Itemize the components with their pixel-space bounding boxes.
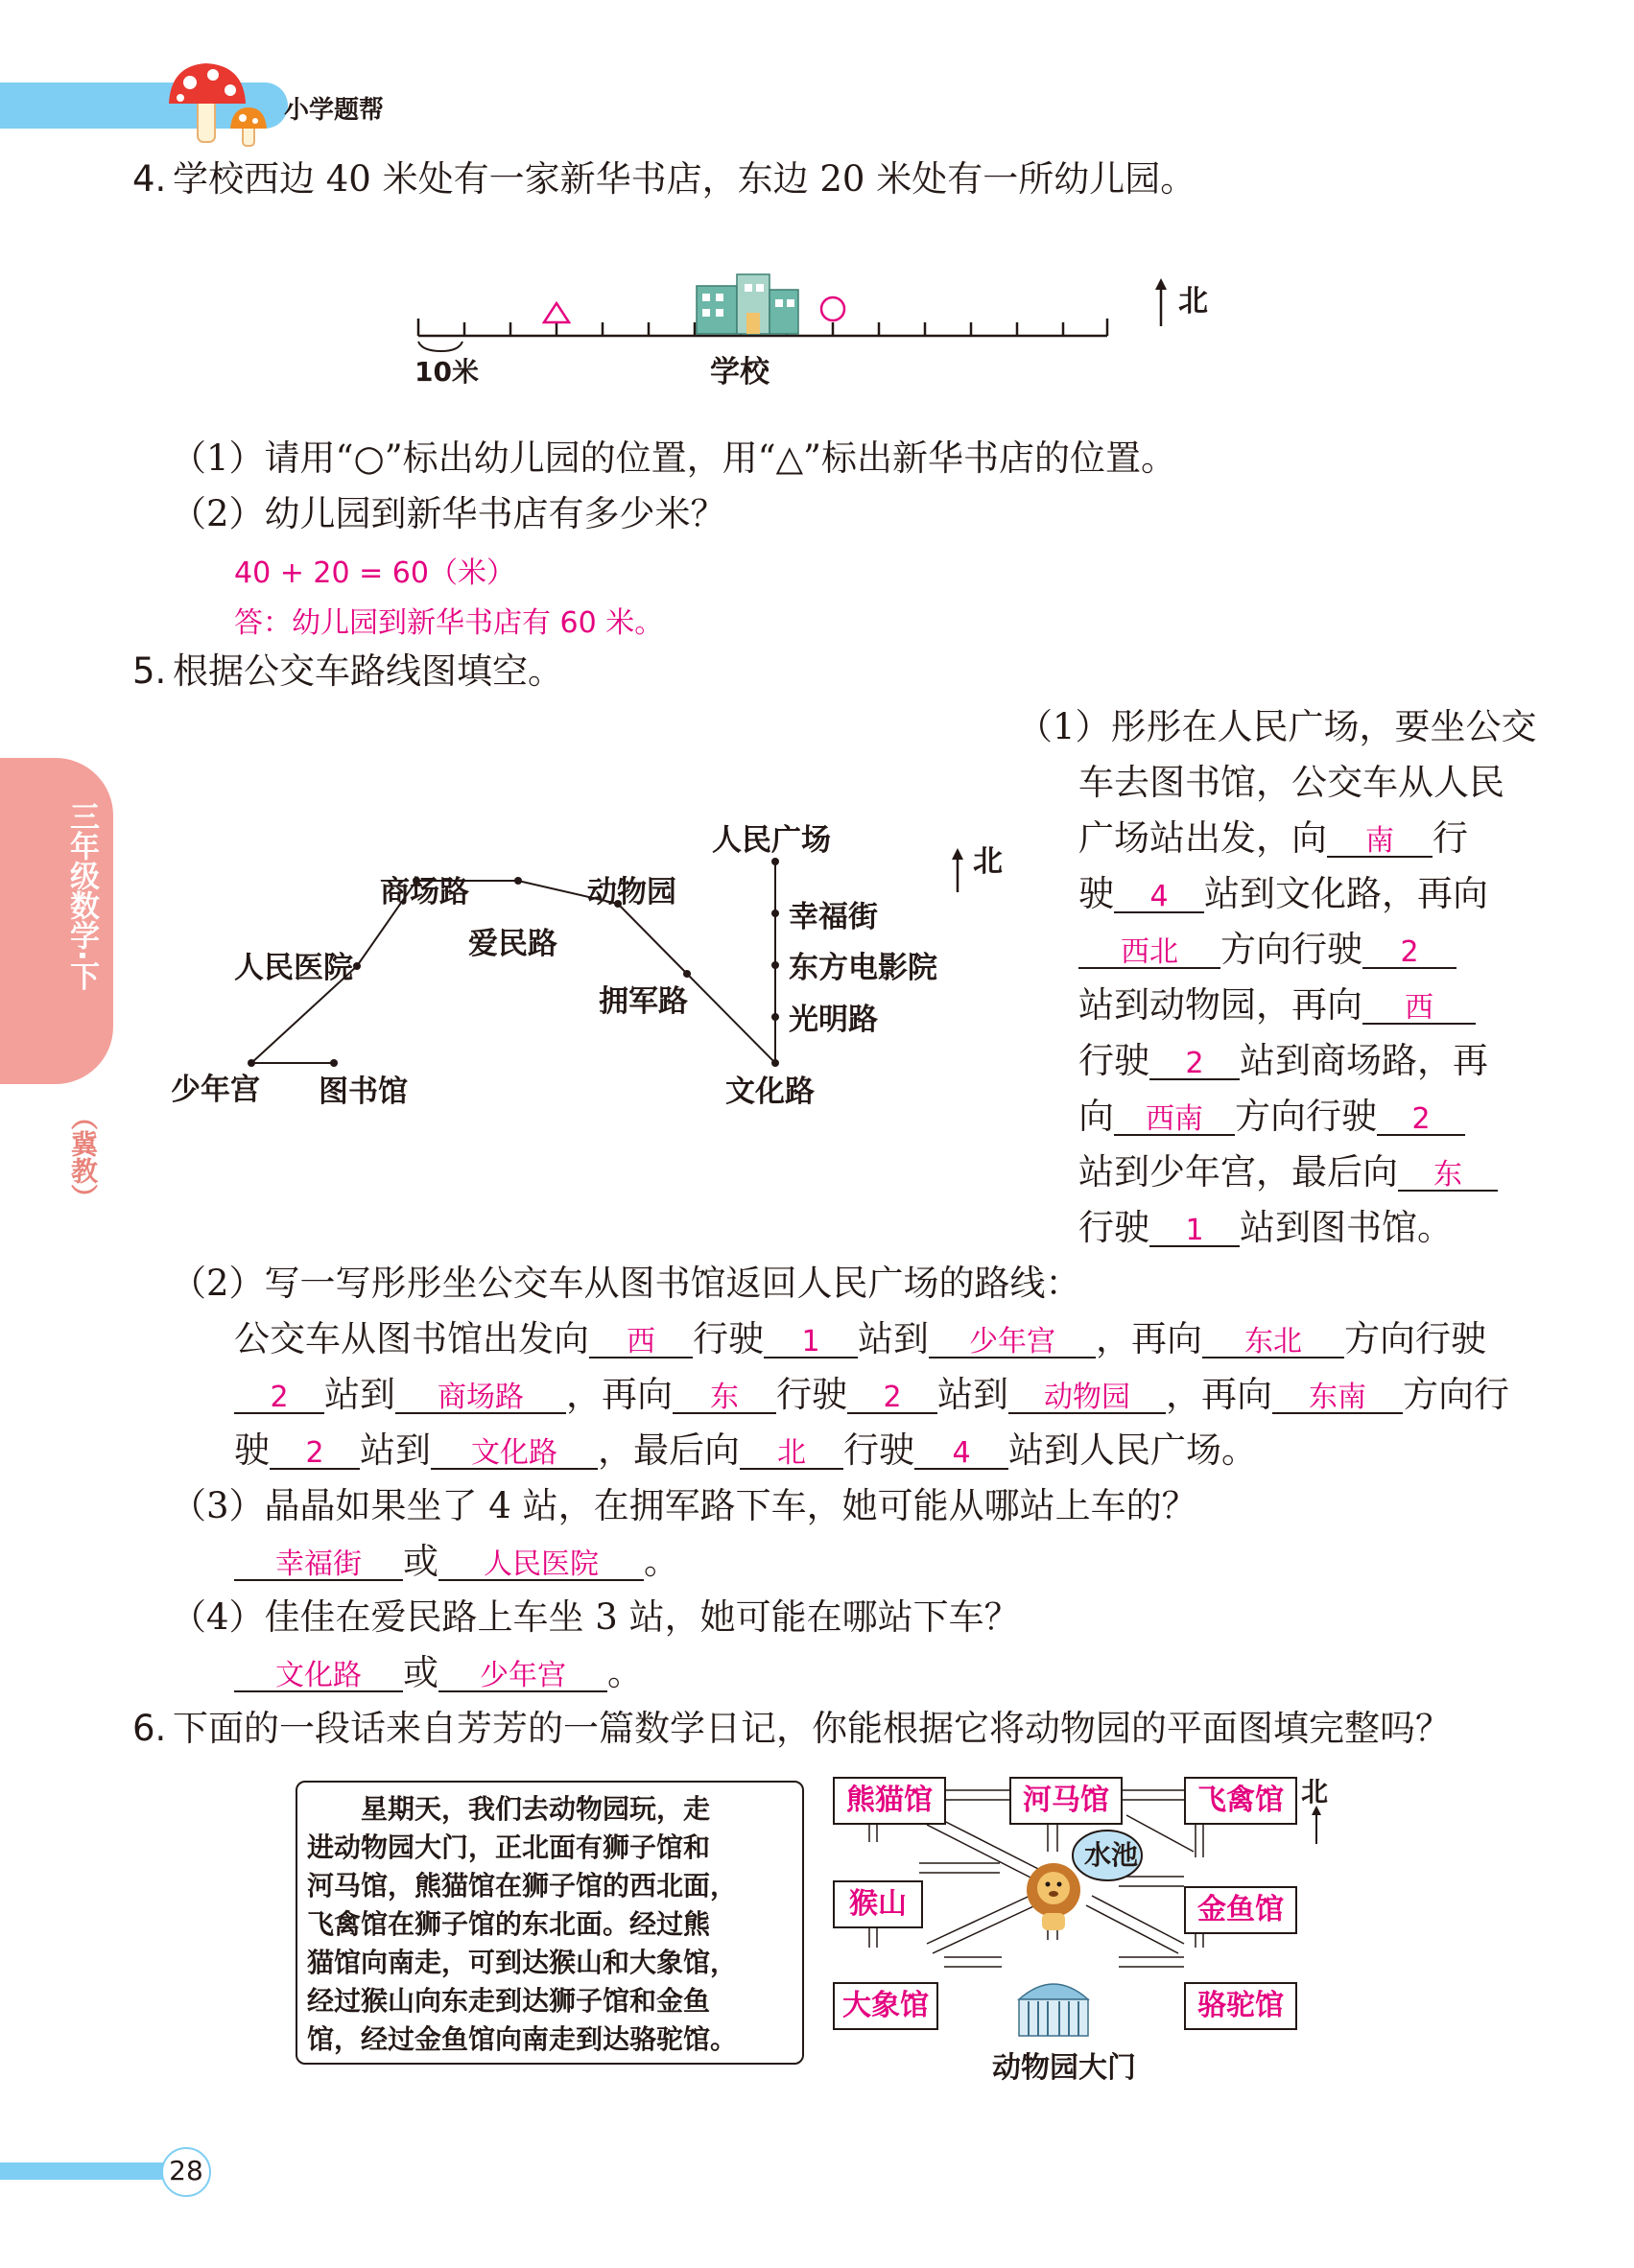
zoo-gate-icon — [1019, 1984, 1088, 2036]
kindergarten-circle-icon — [821, 297, 844, 320]
q5-p2-line3: 驶 2 站到 文化路 ，最后向 北 行驶 4 站到人民广场。 — [234, 1429, 1257, 1471]
station-shaonian-gong: 少年宫 — [171, 1073, 260, 1107]
q4-part2: （2）幼儿园到新华书店有多少米？ — [171, 493, 726, 534]
q5-p1-line2: 车去图书馆，公交车从人民 — [1078, 762, 1504, 803]
diary-box — [296, 1781, 804, 2065]
q5-p4-answer-line: 文化路 或 少年宫 。 — [234, 1652, 643, 1694]
q5-p1-line9: 站到少年宫，最后向 东 — [1078, 1151, 1498, 1193]
q5-p2-line2: 2 站到 商场路 ，再向 东 行驶 2 站到 动物园 ，再向 东南 方向行 — [234, 1374, 1509, 1416]
answer-blank: 1 — [1185, 1214, 1204, 1247]
answer-blank: 2 — [305, 1436, 324, 1470]
answer-blank: 动物园 — [1044, 1381, 1130, 1414]
answer-blank: 西 — [1405, 991, 1433, 1025]
q4-answer-calc: 40 + 20 = 60（米） — [234, 556, 515, 590]
page-number: 28 — [169, 2155, 203, 2186]
diary-line: 飞禽馆在狮子馆的东北面。经过熊 — [307, 1908, 711, 1940]
school-building-icon — [697, 274, 798, 334]
station-xingfu-jie: 幸福街 — [789, 900, 878, 934]
answer-blank: 少年宫 — [480, 1659, 566, 1692]
answer-blank: 北 — [777, 1436, 806, 1470]
station-renmin-guangchang: 人民广场 — [712, 823, 831, 858]
pond-label: 水池 — [1084, 1839, 1139, 1871]
station-guangming-lu: 光明路 — [789, 1003, 878, 1037]
diary-line: 猫馆向南走，可到达猴山和大象馆， — [307, 1947, 738, 1978]
zoo-box-birds: 飞禽馆 — [1184, 1777, 1297, 1825]
answer-blank: 东 — [1433, 1158, 1462, 1192]
q5-north-label: 北 — [973, 844, 1003, 879]
q5-p1-line8: 向 西南 方向行驶 2 — [1078, 1096, 1465, 1138]
answer-blank: 4 — [952, 1436, 971, 1470]
answer-blank: 幸福街 — [275, 1547, 362, 1581]
answer-blank: 2 — [1400, 935, 1419, 969]
answer-blank: 文化路 — [275, 1659, 362, 1692]
zoo-gate-label: 动物园大门 — [992, 2051, 1136, 2085]
answer-blank: 西 — [627, 1325, 655, 1358]
answer-blank: 文化路 — [471, 1436, 557, 1470]
mushroom-logo-icon — [152, 58, 276, 149]
diary-line: 星期天，我们去动物园玩，走 — [361, 1793, 711, 1825]
diary-line: 馆，经过金鱼馆向南走到达骆驼馆。 — [307, 2023, 738, 2055]
q5-p1-line6: 站到动物园，再向 西 — [1078, 984, 1476, 1027]
station-tushuguan: 图书馆 — [319, 1075, 408, 1109]
answer-blank: 2 — [1411, 1102, 1431, 1136]
answer-blank: 东南 — [1309, 1381, 1366, 1414]
q5-p3-answer-line: 幸福街 或 人民医院 。 — [234, 1541, 679, 1583]
q4-scale-label: 10米 — [414, 356, 479, 388]
q5-p1-line1: （1）彤彤在人民广场，要坐公交 — [1017, 706, 1537, 747]
q5-p1-line4: 驶 4 站到文化路，再向 — [1078, 873, 1488, 914]
answer-blank: 2 — [883, 1381, 902, 1414]
zoo-box-panda: 熊猫馆 — [833, 1777, 946, 1825]
station-renmin-yiyuan: 人民医院 — [234, 951, 353, 985]
zoo-box-hippo: 河马馆 — [1009, 1777, 1123, 1825]
zoo-north-label: 北 — [1301, 1776, 1329, 1807]
lion-icon — [1027, 1863, 1080, 1930]
answer-blank: 2 — [270, 1381, 289, 1414]
side-tab-grade: 三年级数学·下 — [64, 801, 99, 991]
q4-north-label: 北 — [1178, 284, 1208, 319]
page-number-badge — [161, 2147, 211, 2197]
station-wenhua-lu: 文化路 — [725, 1075, 815, 1109]
station-dongwuyuan: 动物园 — [587, 875, 676, 910]
q4-stem: 学校西边 40 米处有一家新华书店，东边 20 米处有一所幼儿园。 — [173, 158, 1196, 200]
side-tab-edition: （冀教） — [67, 1103, 99, 1211]
q5-p1-line7: 行驶 2 站到商场路，再 — [1078, 1040, 1488, 1081]
station-dongfang-dianyingyuan: 东方电影院 — [789, 951, 937, 985]
q5-number: 5. — [132, 650, 167, 692]
q5-p3-question: （3）晶晶如果坐了 4 站，在拥军路下车，她可能从哪站上车的？ — [171, 1485, 1197, 1526]
q4-part1: （1）请用“○”标出幼儿园的位置，用“△”标出新华书店的位置。 — [171, 437, 1176, 479]
answer-blank: 4 — [1149, 880, 1169, 913]
answer-blank: 东 — [710, 1381, 739, 1414]
answer-blank: 西南 — [1146, 1102, 1203, 1136]
q5-p1-line3: 广场站出发，向 南 行 — [1078, 817, 1468, 859]
q4-number-line — [403, 269, 1267, 393]
diary-line: 河马馆，熊猫馆在狮子馆的西北面， — [307, 1870, 738, 1902]
q4-number: 4. — [132, 158, 167, 200]
q5-p2-line1: 公交车从图书馆出发向 西 行驶 1 站到 少年宫 ，再向 东北 方向行驶 — [234, 1318, 1486, 1359]
q5-p4-question: （4）佳佳在爱民路上车坐 3 站，她可能在哪站下车？ — [171, 1596, 1020, 1638]
answer-blank: 2 — [1185, 1047, 1204, 1080]
zoo-north-arrow-icon — [1307, 1804, 1326, 1846]
q5-p1-line10: 行驶 1 站到图书馆。 — [1078, 1207, 1453, 1248]
answer-blank: 东北 — [1244, 1325, 1302, 1358]
zoo-box-monkey: 猴山 — [833, 1880, 923, 1928]
q4-answer-text: 答：幼儿园到新华书店有 60 米。 — [234, 606, 664, 640]
q4-school-label: 学校 — [710, 355, 770, 390]
bookstore-triangle-icon — [544, 303, 569, 322]
diary-line: 进动物园大门，正北面有狮子馆和 — [307, 1831, 711, 1863]
q5-p2-title: （2）写一写彤彤坐公交车从图书馆返回人民广场的路线： — [171, 1263, 1081, 1304]
q6-stem: 下面的一段话来自芳芳的一篇数学日记，你能根据它将动物园的平面图填完整吗？ — [173, 1708, 1451, 1749]
answer-blank: 西北 — [1121, 935, 1178, 969]
brand-name: 小学题帮 — [284, 96, 385, 125]
answer-blank: 人民医院 — [484, 1547, 599, 1581]
q5-stem: 根据公交车路线图填空。 — [173, 650, 563, 692]
answer-blank: 南 — [1365, 824, 1394, 858]
station-shangchang-lu: 商场路 — [380, 875, 469, 910]
station-yongjun-lu: 拥军路 — [599, 984, 688, 1019]
answer-blank: 1 — [801, 1325, 820, 1358]
diary-line: 经过猴山向东走到达狮子馆和金鱼 — [307, 1985, 711, 2017]
zoo-box-camel: 骆驼馆 — [1184, 1982, 1297, 2030]
answer-blank: 商场路 — [438, 1381, 524, 1414]
station-aimin-lu: 爱民路 — [468, 927, 557, 961]
q5-p1-line5: 西北 方向行驶 2 — [1078, 929, 1456, 971]
q6-number: 6. — [132, 1708, 167, 1749]
zoo-box-goldfish: 金鱼馆 — [1184, 1886, 1297, 1934]
answer-blank: 少年宫 — [969, 1325, 1055, 1358]
zoo-box-elephant: 大象馆 — [833, 1982, 938, 2030]
